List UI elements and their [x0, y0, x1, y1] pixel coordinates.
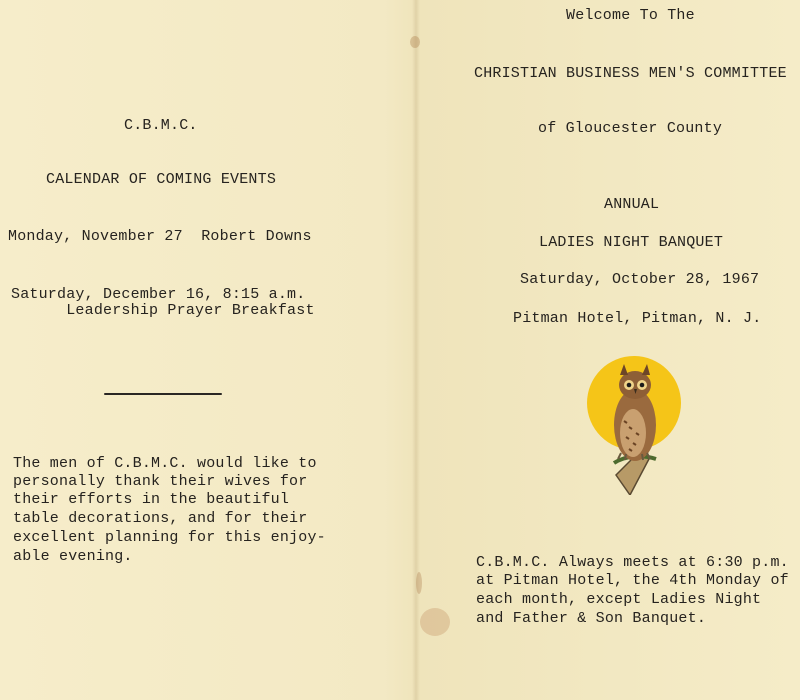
org-abbreviation-heading: C.B.M.C.: [124, 117, 198, 134]
meeting-info-line: each month, except Ladies Night: [476, 591, 762, 608]
organization-name: CHRISTIAN BUSINESS MEN'S COMMITTEE: [474, 65, 787, 82]
welcome-heading: Welcome To The: [566, 7, 695, 24]
thanks-line: excellent planning for this enjoy-: [13, 529, 326, 546]
thanks-line: personally thank their wives for: [13, 473, 308, 490]
owl-emblem: [586, 355, 686, 495]
event-line: Monday, November 27 Robert Downs: [8, 228, 312, 245]
meeting-info-line: C.B.M.C. Always meets at 6:30 p.m.: [476, 554, 789, 571]
event-line: Leadership Prayer Breakfast: [11, 302, 315, 319]
event-line: Saturday, December 16, 8:15 a.m.: [11, 286, 306, 303]
calendar-title: CALENDAR OF COMING EVENTS: [46, 171, 277, 188]
owl-icon: [586, 355, 686, 495]
meeting-info-line: at Pitman Hotel, the 4th Monday of: [476, 572, 789, 589]
event-date: Saturday, October 28, 1967: [520, 271, 760, 288]
divider-rule: [104, 393, 222, 395]
paper-stain: [410, 36, 420, 48]
event-place: Pitman Hotel, Pitman, N. J.: [513, 310, 762, 327]
owl-breast: [620, 409, 646, 457]
event-name: LADIES NIGHT BANQUET: [539, 234, 724, 251]
thanks-line: their efforts in the beautiful: [13, 491, 290, 508]
meeting-info-line: and Father & Son Banquet.: [476, 610, 707, 627]
thanks-line: able evening.: [13, 548, 133, 565]
thanks-line: The men of C.B.M.C. would like to: [13, 455, 317, 472]
thanks-line: table decorations, and for their: [13, 510, 308, 527]
organization-location: of Gloucester County: [538, 120, 723, 137]
event-type: ANNUAL: [604, 196, 660, 213]
right-panel: [420, 0, 800, 700]
paper-fold: [412, 0, 420, 700]
